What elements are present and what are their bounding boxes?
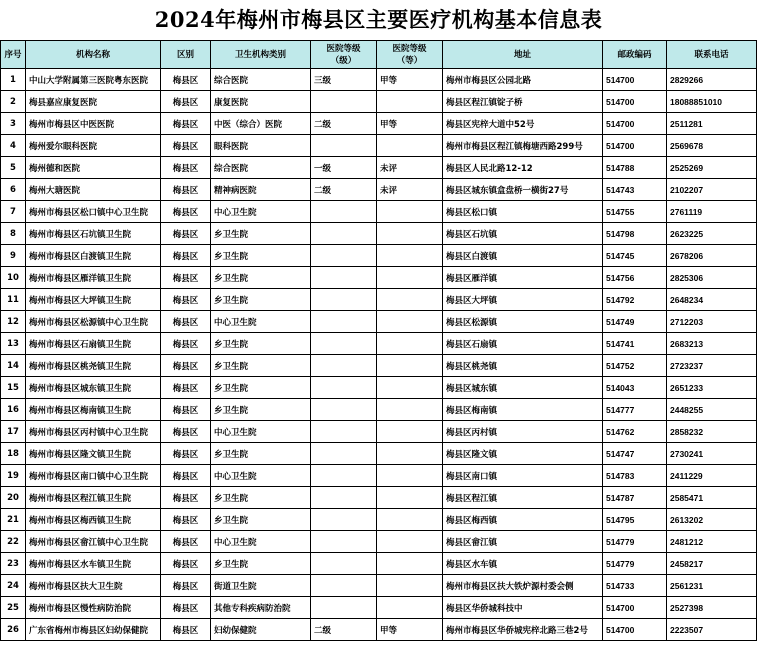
cell-phone: 2561231 [667, 575, 757, 597]
cell-address: 梅州市梅县区程江镇梅塘西路299号 [443, 135, 603, 157]
table-row [1, 69, 757, 91]
header-grade-line2: （等） [396, 55, 423, 66]
cell-index: 6 [1, 179, 26, 201]
cell-level [311, 509, 377, 531]
cell-address: 梅县区雁洋镇 [443, 267, 603, 289]
cell-zip: 514792 [603, 289, 667, 311]
cell-level [311, 245, 377, 267]
cell-type: 中心卫生院 [211, 465, 311, 487]
institution-table [0, 40, 757, 641]
cell-district: 梅县区 [161, 267, 211, 289]
cell-address: 梅县区大坪镇 [443, 289, 603, 311]
cell-name: 梅州市梅县区松源镇中心卫生院 [26, 311, 161, 333]
cell-address: 梅县区畲江镇 [443, 531, 603, 553]
cell-address: 梅县区白渡镇 [443, 245, 603, 267]
cell-grade [377, 201, 443, 223]
header-district: 区别 [161, 41, 211, 69]
cell-zip: 514787 [603, 487, 667, 509]
cell-level [311, 355, 377, 377]
cell-type: 乡卫生院 [211, 289, 311, 311]
cell-index: 26 [1, 619, 26, 641]
cell-address: 梅县区隆文镇 [443, 443, 603, 465]
cell-index: 18 [1, 443, 26, 465]
cell-name: 梅州市梅县区丙村镇中心卫生院 [26, 421, 161, 443]
table-body [1, 69, 757, 641]
cell-grade [377, 509, 443, 531]
cell-district: 梅县区 [161, 421, 211, 443]
cell-type: 眼科医院 [211, 135, 311, 157]
cell-type: 街道卫生院 [211, 575, 311, 597]
cell-zip: 514700 [603, 91, 667, 113]
cell-grade [377, 289, 443, 311]
table-row [1, 267, 757, 289]
cell-index: 16 [1, 399, 26, 421]
table-row [1, 377, 757, 399]
cell-address: 梅县区南口镇 [443, 465, 603, 487]
cell-type: 中心卫生院 [211, 201, 311, 223]
cell-level: 一级 [311, 157, 377, 179]
cell-zip: 514756 [603, 267, 667, 289]
cell-name: 梅州市梅县区中医医院 [26, 113, 161, 135]
cell-phone: 2411229 [667, 465, 757, 487]
cell-zip: 514700 [603, 619, 667, 641]
cell-name: 梅州爱尔眼科医院 [26, 135, 161, 157]
cell-district: 梅县区 [161, 113, 211, 135]
cell-name: 广东省梅州市梅县区妇幼保健院 [26, 619, 161, 641]
cell-grade [377, 553, 443, 575]
cell-name: 梅州市梅县区大坪镇卫生院 [26, 289, 161, 311]
cell-level [311, 553, 377, 575]
cell-address: 梅县区石扇镇 [443, 333, 603, 355]
cell-district: 梅县区 [161, 553, 211, 575]
cell-district: 梅县区 [161, 509, 211, 531]
cell-level: 三级 [311, 69, 377, 91]
cell-level: 二级 [311, 113, 377, 135]
cell-grade: 甲等 [377, 113, 443, 135]
cell-grade [377, 223, 443, 245]
cell-grade [377, 311, 443, 333]
cell-name: 梅州市梅县区松口镇中心卫生院 [26, 201, 161, 223]
cell-name: 中山大学附属第三医院粤东医院 [26, 69, 161, 91]
cell-index: 11 [1, 289, 26, 311]
cell-phone: 18088851010 [667, 91, 757, 113]
cell-grade [377, 597, 443, 619]
table-row [1, 179, 757, 201]
cell-index: 21 [1, 509, 26, 531]
cell-type: 中心卫生院 [211, 531, 311, 553]
cell-grade [377, 91, 443, 113]
cell-district: 梅县区 [161, 91, 211, 113]
cell-name: 梅州市梅县区程江镇卫生院 [26, 487, 161, 509]
cell-phone: 2712203 [667, 311, 757, 333]
cell-level [311, 91, 377, 113]
cell-address: 梅县区丙村镇 [443, 421, 603, 443]
header-row [1, 41, 757, 69]
cell-district: 梅县区 [161, 443, 211, 465]
cell-district: 梅县区 [161, 619, 211, 641]
cell-phone: 2648234 [667, 289, 757, 311]
cell-phone: 2829266 [667, 69, 757, 91]
cell-phone: 2723237 [667, 355, 757, 377]
cell-name: 梅州市梅县区梅南镇卫生院 [26, 399, 161, 421]
header-zip: 邮政编码 [603, 41, 667, 69]
cell-index: 19 [1, 465, 26, 487]
cell-zip: 514795 [603, 509, 667, 531]
table-row [1, 289, 757, 311]
table-row [1, 553, 757, 575]
table-row [1, 619, 757, 641]
cell-address: 梅县区程江镇锭子桥 [443, 91, 603, 113]
cell-type: 乡卫生院 [211, 267, 311, 289]
cell-district: 梅县区 [161, 399, 211, 421]
cell-type: 康复医院 [211, 91, 311, 113]
cell-district: 梅县区 [161, 487, 211, 509]
cell-grade [377, 421, 443, 443]
cell-level: 二级 [311, 179, 377, 201]
cell-zip: 514779 [603, 553, 667, 575]
header-grade-line1: 医院等级 [392, 43, 427, 54]
cell-name: 梅州大瑭医院 [26, 179, 161, 201]
cell-index: 23 [1, 553, 26, 575]
cell-zip: 514733 [603, 575, 667, 597]
cell-type: 乡卫生院 [211, 509, 311, 531]
cell-phone: 2761119 [667, 201, 757, 223]
table-row [1, 465, 757, 487]
cell-grade [377, 575, 443, 597]
cell-address: 梅县区人民北路12-12 [443, 157, 603, 179]
cell-phone: 2678206 [667, 245, 757, 267]
cell-type: 乡卫生院 [211, 443, 311, 465]
cell-address: 梅县区石坑镇 [443, 223, 603, 245]
header-level [311, 41, 377, 69]
cell-phone: 2223507 [667, 619, 757, 641]
cell-address: 梅州市梅县区华侨城宪梓北路三巷2号 [443, 619, 603, 641]
cell-name: 梅州市梅县区石扇镇卫生院 [26, 333, 161, 355]
cell-type: 乡卫生院 [211, 333, 311, 355]
table-row [1, 531, 757, 553]
cell-phone: 2651233 [667, 377, 757, 399]
table-row [1, 333, 757, 355]
cell-name: 梅州市梅县区石坑镇卫生院 [26, 223, 161, 245]
cell-grade [377, 135, 443, 157]
cell-name: 梅州德和医院 [26, 157, 161, 179]
cell-address: 梅县区梅南镇 [443, 399, 603, 421]
cell-grade [377, 465, 443, 487]
cell-grade [377, 333, 443, 355]
cell-district: 梅县区 [161, 575, 211, 597]
cell-name: 梅县嘉应康复医院 [26, 91, 161, 113]
table-row [1, 223, 757, 245]
cell-level [311, 201, 377, 223]
cell-grade [377, 245, 443, 267]
header-phone: 联系电话 [667, 41, 757, 69]
cell-type: 乡卫生院 [211, 223, 311, 245]
cell-grade: 甲等 [377, 69, 443, 91]
cell-zip: 514762 [603, 421, 667, 443]
cell-index: 20 [1, 487, 26, 509]
cell-level [311, 597, 377, 619]
cell-name: 梅州市梅县区桃尧镇卫生院 [26, 355, 161, 377]
cell-grade: 未评 [377, 157, 443, 179]
table-row [1, 245, 757, 267]
cell-grade [377, 377, 443, 399]
cell-grade: 未评 [377, 179, 443, 201]
cell-address: 梅州市梅县区扶大铁炉源村委会侧 [443, 575, 603, 597]
cell-zip: 514747 [603, 443, 667, 465]
cell-phone: 2525269 [667, 157, 757, 179]
cell-type: 妇幼保健院 [211, 619, 311, 641]
cell-district: 梅县区 [161, 223, 211, 245]
cell-level [311, 443, 377, 465]
cell-zip: 514700 [603, 135, 667, 157]
cell-index: 3 [1, 113, 26, 135]
cell-zip: 514777 [603, 399, 667, 421]
cell-level [311, 377, 377, 399]
table-row [1, 311, 757, 333]
cell-district: 梅县区 [161, 333, 211, 355]
header-index: 序号 [1, 41, 26, 69]
table-row [1, 443, 757, 465]
cell-zip: 514745 [603, 245, 667, 267]
cell-district: 梅县区 [161, 311, 211, 333]
cell-zip: 514755 [603, 201, 667, 223]
cell-phone: 2623225 [667, 223, 757, 245]
cell-grade [377, 443, 443, 465]
table-row [1, 135, 757, 157]
cell-phone: 2448255 [667, 399, 757, 421]
cell-type: 乡卫生院 [211, 553, 311, 575]
cell-address: 梅县区松口镇 [443, 201, 603, 223]
cell-address: 梅州市梅县区公园北路 [443, 69, 603, 91]
cell-zip: 514798 [603, 223, 667, 245]
cell-index: 5 [1, 157, 26, 179]
table-row [1, 487, 757, 509]
cell-type: 精神病医院 [211, 179, 311, 201]
cell-zip: 514741 [603, 333, 667, 355]
cell-phone: 2730241 [667, 443, 757, 465]
cell-index: 22 [1, 531, 26, 553]
cell-type: 综合医院 [211, 69, 311, 91]
cell-level [311, 311, 377, 333]
cell-level: 二级 [311, 619, 377, 641]
header-name: 机构名称 [26, 41, 161, 69]
cell-zip: 514043 [603, 377, 667, 399]
cell-type: 乡卫生院 [211, 245, 311, 267]
cell-type: 乡卫生院 [211, 377, 311, 399]
cell-level [311, 487, 377, 509]
header-level-line1: 医院等级 [326, 43, 361, 54]
cell-index: 1 [1, 69, 26, 91]
cell-level [311, 289, 377, 311]
cell-type: 乡卫生院 [211, 355, 311, 377]
table-row [1, 91, 757, 113]
table-row [1, 113, 757, 135]
cell-level [311, 421, 377, 443]
cell-address: 梅县区梅西镇 [443, 509, 603, 531]
cell-address: 梅县区华侨城科技中 [443, 597, 603, 619]
cell-level [311, 575, 377, 597]
cell-district: 梅县区 [161, 531, 211, 553]
cell-type: 中心卫生院 [211, 421, 311, 443]
cell-name: 梅州市梅县区南口镇中心卫生院 [26, 465, 161, 487]
cell-grade [377, 531, 443, 553]
cell-district: 梅县区 [161, 597, 211, 619]
cell-zip: 514743 [603, 179, 667, 201]
cell-zip: 514779 [603, 531, 667, 553]
cell-grade [377, 399, 443, 421]
cell-level [311, 223, 377, 245]
cell-address: 梅县区松源镇 [443, 311, 603, 333]
cell-type: 其他专科疾病防治院 [211, 597, 311, 619]
cell-phone: 2511281 [667, 113, 757, 135]
cell-district: 梅县区 [161, 69, 211, 91]
cell-district: 梅县区 [161, 245, 211, 267]
cell-type: 综合医院 [211, 157, 311, 179]
cell-phone: 2569678 [667, 135, 757, 157]
cell-phone: 2858232 [667, 421, 757, 443]
cell-phone: 2613202 [667, 509, 757, 531]
cell-name: 梅州市梅县区雁洋镇卫生院 [26, 267, 161, 289]
page-title: 2024年梅州市梅县区主要医疗机构基本信息表 [154, 7, 603, 32]
cell-zip: 514700 [603, 69, 667, 91]
cell-index: 15 [1, 377, 26, 399]
cell-phone: 2683213 [667, 333, 757, 355]
cell-phone: 2825306 [667, 267, 757, 289]
cell-index: 12 [1, 311, 26, 333]
cell-address: 梅县区桃尧镇 [443, 355, 603, 377]
table-row [1, 575, 757, 597]
cell-zip: 514749 [603, 311, 667, 333]
cell-district: 梅县区 [161, 157, 211, 179]
table-row [1, 509, 757, 531]
cell-zip: 514700 [603, 597, 667, 619]
cell-address: 梅县区城东镇 [443, 377, 603, 399]
cell-level [311, 531, 377, 553]
cell-district: 梅县区 [161, 289, 211, 311]
cell-district: 梅县区 [161, 355, 211, 377]
cell-type: 乡卫生院 [211, 487, 311, 509]
cell-zip: 514788 [603, 157, 667, 179]
cell-index: 8 [1, 223, 26, 245]
cell-address: 梅县区宪梓大道中52号 [443, 113, 603, 135]
cell-phone: 2458217 [667, 553, 757, 575]
cell-level [311, 267, 377, 289]
table-row [1, 157, 757, 179]
header-grade [377, 41, 443, 69]
cell-name: 梅州市梅县区扶大卫生院 [26, 575, 161, 597]
cell-address: 梅县区程江镇 [443, 487, 603, 509]
cell-phone: 2527398 [667, 597, 757, 619]
cell-index: 10 [1, 267, 26, 289]
cell-type: 乡卫生院 [211, 399, 311, 421]
cell-type: 中心卫生院 [211, 311, 311, 333]
cell-grade [377, 355, 443, 377]
header-level-line2: （级） [330, 55, 357, 66]
cell-index: 24 [1, 575, 26, 597]
cell-district: 梅县区 [161, 135, 211, 157]
table-row [1, 597, 757, 619]
table-row [1, 399, 757, 421]
cell-index: 4 [1, 135, 26, 157]
cell-index: 2 [1, 91, 26, 113]
cell-name: 梅州市梅县区畲江镇中心卫生院 [26, 531, 161, 553]
cell-name: 梅州市梅县区慢性病防治院 [26, 597, 161, 619]
cell-district: 梅县区 [161, 377, 211, 399]
cell-address: 梅县区城东镇盒盘桥一横街27号 [443, 179, 603, 201]
cell-grade [377, 267, 443, 289]
cell-district: 梅县区 [161, 465, 211, 487]
cell-level [311, 333, 377, 355]
cell-name: 梅州市梅县区白渡镇卫生院 [26, 245, 161, 267]
cell-grade: 甲等 [377, 619, 443, 641]
cell-index: 13 [1, 333, 26, 355]
cell-index: 14 [1, 355, 26, 377]
cell-phone: 2585471 [667, 487, 757, 509]
cell-level [311, 399, 377, 421]
table-row [1, 355, 757, 377]
cell-address: 梅县区水车镇 [443, 553, 603, 575]
cell-level [311, 135, 377, 157]
cell-zip: 514783 [603, 465, 667, 487]
cell-index: 25 [1, 597, 26, 619]
cell-index: 17 [1, 421, 26, 443]
cell-index: 7 [1, 201, 26, 223]
header-type: 卫生机构类别 [211, 41, 311, 69]
cell-zip: 514752 [603, 355, 667, 377]
header-address: 地址 [443, 41, 603, 69]
cell-name: 梅州市梅县区梅西镇卫生院 [26, 509, 161, 531]
cell-district: 梅县区 [161, 179, 211, 201]
cell-index: 9 [1, 245, 26, 267]
cell-name: 梅州市梅县区隆文镇卫生院 [26, 443, 161, 465]
cell-phone: 2481212 [667, 531, 757, 553]
cell-district: 梅县区 [161, 201, 211, 223]
cell-name: 梅州市梅县区城东镇卫生院 [26, 377, 161, 399]
cell-name: 梅州市梅县区水车镇卫生院 [26, 553, 161, 575]
cell-zip: 514700 [603, 113, 667, 135]
table-row [1, 421, 757, 443]
cell-level [311, 465, 377, 487]
cell-grade [377, 487, 443, 509]
cell-type: 中医（综合）医院 [211, 113, 311, 135]
table-row [1, 201, 757, 223]
cell-phone: 2102207 [667, 179, 757, 201]
